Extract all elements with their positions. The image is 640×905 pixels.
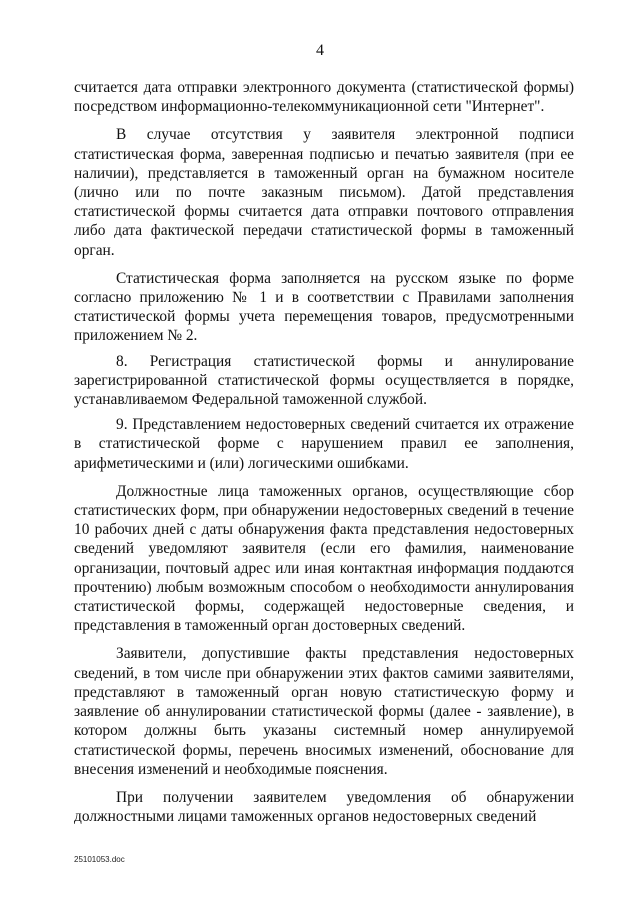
paragraph-no-signature: В случае отсутствия у заявителя электронной подписи статистическая форма, заверенная подписью и печатью заявителя (при ее наличии), представляется в таможенный орган на бумажном носителе (лично или по почте заказным письмом). Датой представления статистической формы считается дата отправки почтового отправления либо дата фактической передачи статистической формы в таможенный орган. (74, 126, 574, 259)
paragraph-applicants: Заявители, допустившие факты представления недостоверных сведений, в том числе при обнаружении этих фактов самими заявителями, представляют в таможенный орган новую статистическую форму и заявление об аннулировании статистической формы (далее - заявление), в котором должны быть указаны системный номер аннулируемой статистической формы, перечень вносимых изменений, обоснование для внесения изменений и необходимые пояснения. (74, 645, 574, 778)
paragraph-language: Статистическая форма заполняется на русском языке по форме согласно приложению № 1 и в соответствии с Правилами заполнения статистической формы учета перемещения товаров, предусмотренными приложением № 2. (74, 269, 574, 345)
paragraph-continuation: считается дата отправки электронного документа (статистической формы) посредством информационно-телекоммуникационной сети "Интернет". (74, 79, 574, 116)
paragraph-item-8: 8. Регистрация статистической формы и аннулирование зарегистрированной статистической формы осуществляется в порядке, устанавливаемом Федеральной таможенной службой. (74, 352, 574, 409)
paragraph-officials: Должностные лица таможенных органов, осуществляющие сбор статистических форм, при обнаружении недостоверных сведений в течение 10 рабочих дней с даты обнаружения факта представления недостоверных сведений уведомляют заявителя (если его фамилия, наименование организации, почтовый адрес или иная контактная информация поддаются прочтению) любым возможным способом о необходимости аннулирования статистической формы, содержащей недостоверные сведения, и представления в таможенный орган достоверных сведений. (74, 482, 574, 635)
paragraph-notification: При получении заявителем уведомления об обнаружении должностными лицами таможенных органов недостоверных сведений (74, 788, 574, 826)
page-number: 4 (316, 42, 324, 59)
document-body (74, 78, 574, 826)
footer-doc-code: 25101053.doc (74, 855, 125, 864)
paragraph-item-9: 9. Представлением недостоверных сведений считается их отражение в статистической форме с нарушением правил ее заполнения, арифметическими и (или) логическими ошибками. (74, 416, 574, 472)
